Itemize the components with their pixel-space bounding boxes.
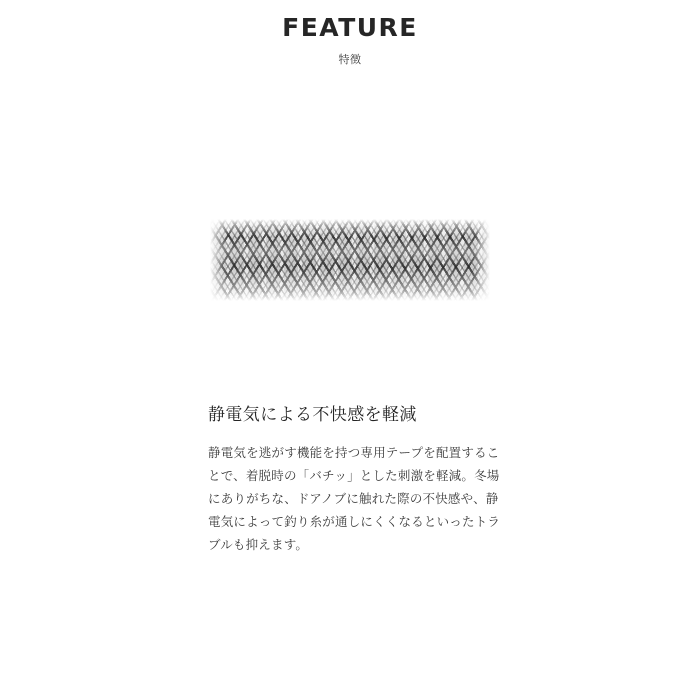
feature-text-block (208, 404, 504, 556)
feature-heading: 静電気による不快感を軽減 (208, 405, 417, 425)
page-title: FEATURE (282, 13, 418, 42)
braided-cord-image (210, 219, 490, 301)
product-image-area (0, 205, 700, 315)
feature-description: 静電気を逃がす機能を持つ専用テープを配置することで、着脱時の「バチッ」とした刺激を軽減。冬場にありがちな、ドアノブに触れた際の不快感や、静電気によって釣り糸が通しにくくなるといったトラブルも抑えます。 (208, 444, 501, 553)
page-subtitle: 特徴 (338, 52, 362, 66)
page-header (0, 0, 700, 67)
